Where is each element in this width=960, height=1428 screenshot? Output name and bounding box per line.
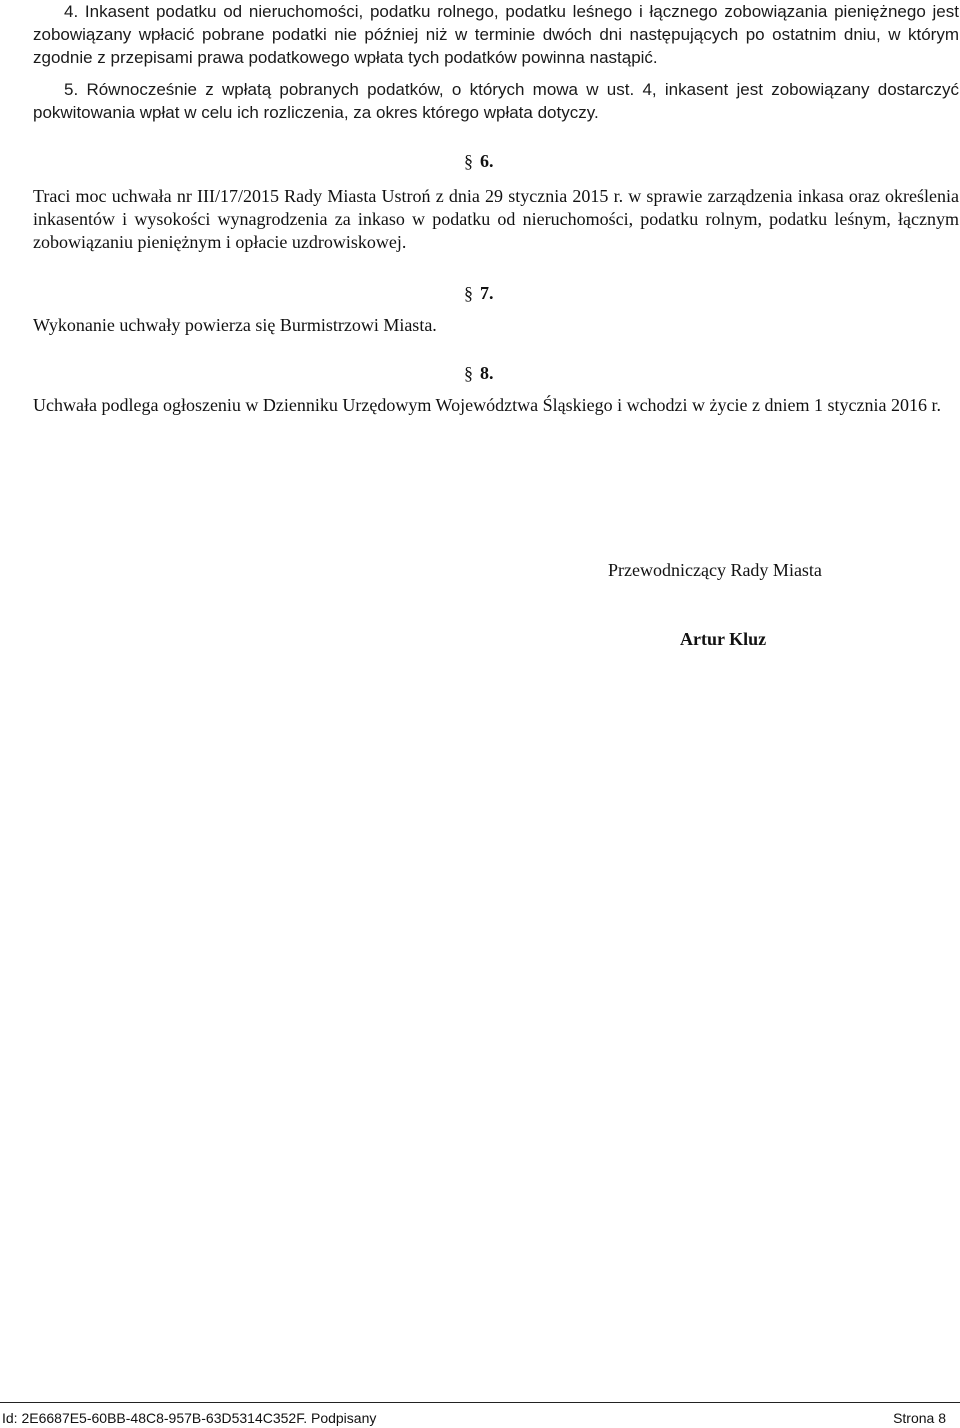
- section-number: 7.: [480, 283, 494, 303]
- section-8-text: Uchwała podlega ogłoszeniu w Dzienniku Urzędowym Województwa Śląskiego i wchodzi w życie z dniem 1 stycznia 2016 r.: [33, 395, 941, 415]
- footer-page-number: Strona 8: [893, 1410, 946, 1426]
- section-symbol: §: [464, 283, 473, 303]
- section-8-heading: [464, 362, 524, 384]
- section-symbol: §: [464, 151, 473, 171]
- section-number: 6.: [480, 151, 494, 171]
- footer-document-id: Id: 2E6687E5-60BB-48C8-957B-63D5314C352F. Podpisany: [2, 1410, 377, 1426]
- signature-title: Przewodniczący Rady Miasta: [608, 560, 822, 580]
- footer-divider: [0, 1402, 960, 1403]
- paragraph-4: 4. Inkasent podatku od nieruchomości, podatku rolnego, podatku leśnego i łącznego zobowiązania pieniężnego jest zobowiązany wpłacić pobrane podatki nie później niż w terminie dwóch dni następujących po ostatnim dniu, w którym zgodnie z przepisami prawa podatkowego wpłata tych podatków powinna nastąpić.: [33, 2, 959, 67]
- section-number: 8.: [480, 363, 494, 383]
- signature-name: Artur Kluz: [680, 629, 767, 649]
- section-7-heading: [464, 282, 524, 304]
- paragraph-5: 5. Równocześnie z wpłatą pobranych podatków, o których mowa w ust. 4, inkasent jest zobowiązany dostarczyć pokwitowania wpłat w celu ich rozliczenia, za okres którego wpłata dotyczy.: [33, 80, 959, 122]
- section-symbol: §: [464, 363, 473, 383]
- section-6-heading: [464, 150, 524, 172]
- section-6-text: Traci moc uchwała nr III/17/2015 Rady Miasta Ustroń z dnia 29 stycznia 2015 r. w sprawie zarządzenia inkasa oraz określenia inkasentów i wysokości wynagrodzenia za inkaso w podatku od nieruchomości, podatku rolnym, podatku leśnym, łącznym zobowiązaniu pieniężnym i opłacie uzdrowiskowej.: [33, 186, 959, 252]
- section-7-text: Wykonanie uchwały powierza się Burmistrzowi Miasta.: [33, 315, 437, 335]
